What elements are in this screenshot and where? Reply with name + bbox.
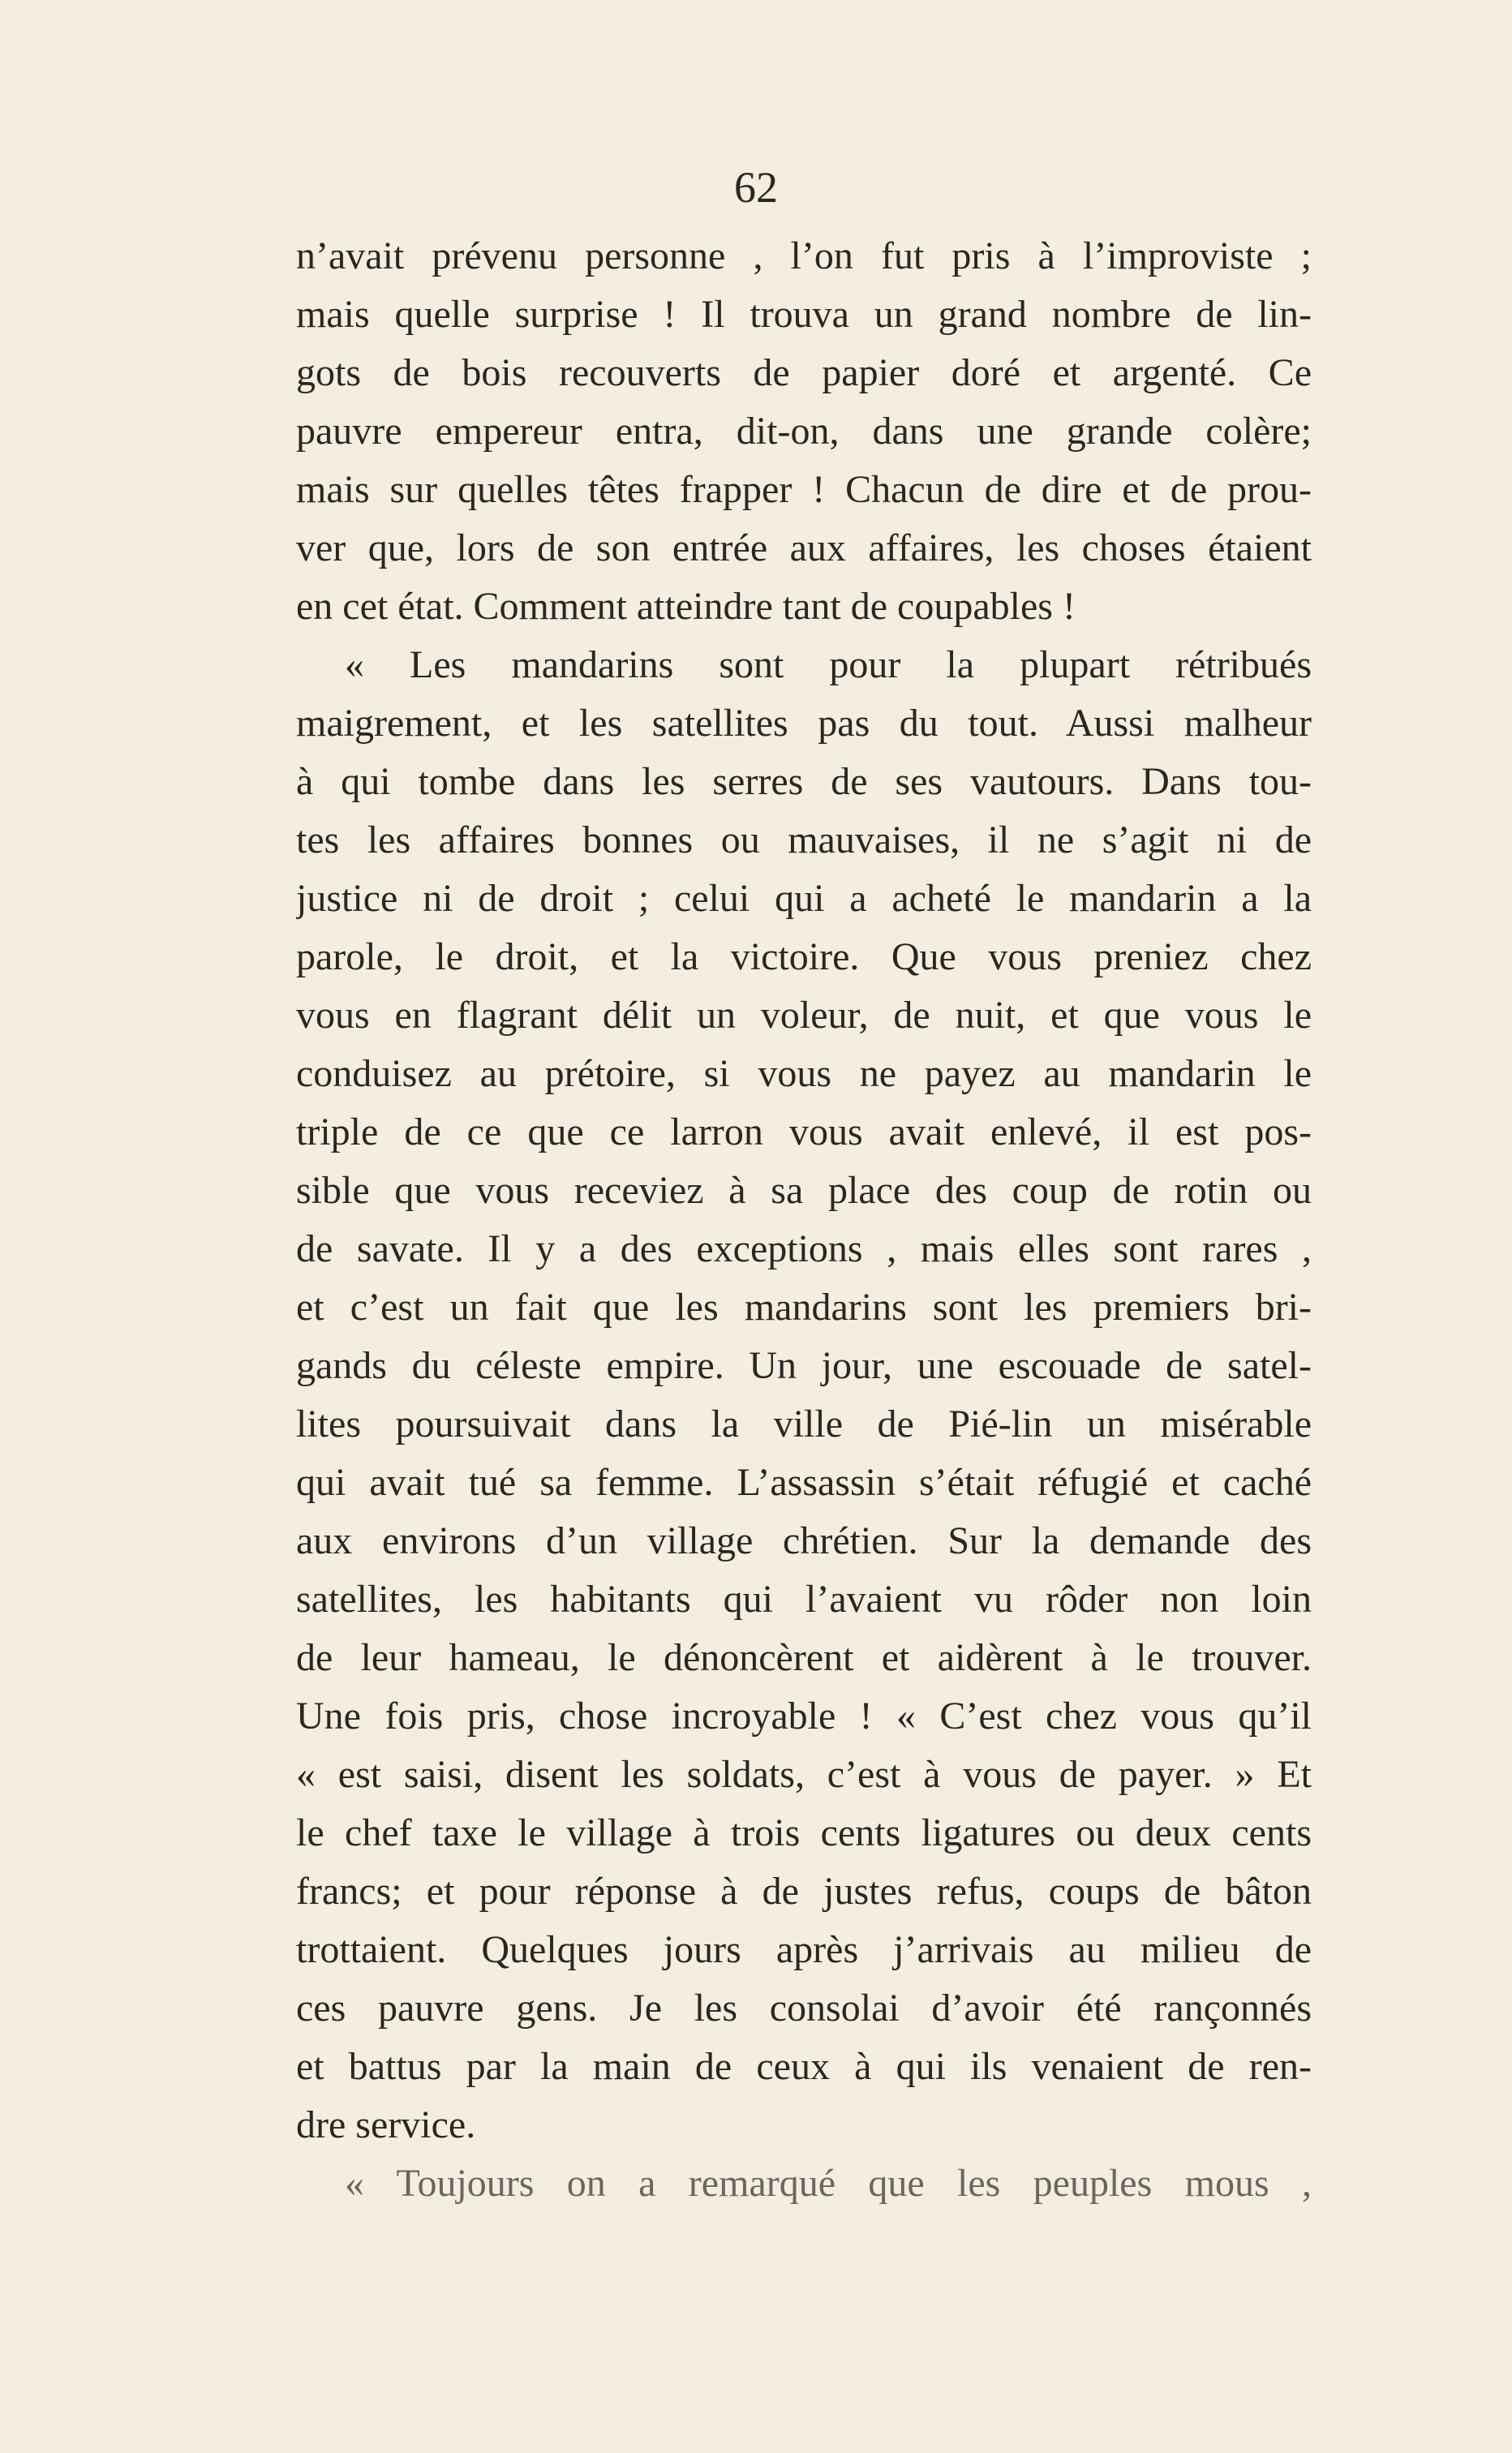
text-line: lites poursuivait dans la ville de Pié-lin un misérable [296, 1403, 1312, 1446]
text-line: pauvre empereur entra, dit-on, dans une grande colère; [296, 410, 1312, 453]
text-line: n’avait prévenu personne , l’on fut pris à l’improviste ; [296, 234, 1312, 277]
text-line: triple de ce que ce larron vous avait enlevé, il est pos- [296, 1111, 1312, 1153]
text-line: maigrement, et les satellites pas du tout. Aussi malheur [296, 702, 1312, 745]
text-line: de savate. Il y a des exceptions , mais elles sont rares , [296, 1227, 1312, 1270]
text-line: satellites, les habitants qui l’avaient vu rôder non loin [296, 1578, 1312, 1621]
body-text [296, 227, 1312, 2213]
text-line: justice ni de droit ; celui qui a acheté le mandarin a la [296, 877, 1312, 920]
text-line: ver que, lors de son entrée aux affaires, les choses étaient [296, 526, 1312, 569]
text-line: et battus par la main de ceux à qui ils venaient de ren- [296, 2045, 1312, 2088]
text-line: qui avait tué sa femme. L’assassin s’était réfugié et caché [296, 1461, 1312, 1504]
text-line: gands du céleste empire. Un jour, une escouade de satel- [296, 1344, 1312, 1387]
text-line: aux environs d’un village chrétien. Sur la demande des [296, 1519, 1312, 1562]
text-line: trottaient. Quelques jours après j’arrivais au milieu de [296, 1928, 1312, 1971]
text-line: conduisez au prétoire, si vous ne payez au mandarin le [296, 1052, 1312, 1095]
text-line: parole, le droit, et la victoire. Que vous preniez chez [296, 935, 1312, 978]
text-line: « est saisi, disent les soldats, c’est à vous de payer. » Et [296, 1753, 1312, 1796]
text-line: à qui tombe dans les serres de ses vautours. Dans tou- [296, 760, 1312, 803]
text-line: en cet état. Comment atteindre tant de coupables ! [296, 585, 1076, 628]
text-line: gots de bois recouverts de papier doré et argenté. Ce [296, 351, 1312, 394]
page-number: 62 [734, 163, 778, 212]
text-line: et c’est un fait que les mandarins sont les premiers bri- [296, 1286, 1312, 1329]
text-line: de leur hameau, le dénoncèrent et aidèrent à le trouver. [296, 1636, 1312, 1679]
text-line: dre service. [296, 2103, 476, 2146]
text-line: vous en flagrant délit un voleur, de nuit, et que vous le [296, 994, 1312, 1037]
text-line: francs; et pour réponse à de justes refus, coups de bâton [296, 1870, 1312, 1913]
text-line: tes les affaires bonnes ou mauvaises, il ne s’agit ni de [296, 818, 1312, 861]
text-line: le chef taxe le village à trois cents ligatures ou deux cents [296, 1811, 1312, 1854]
text-line: mais quelle surprise ! Il trouva un grand nombre de lin- [296, 293, 1312, 336]
text-line: mais sur quelles têtes frapper ! Chacun de dire et de prou- [296, 468, 1312, 511]
text-line: « Toujours on a remarqué que les peuples mous , [345, 2162, 1312, 2205]
text-line: sible que vous receviez à sa place des coup de rotin ou [296, 1169, 1312, 1212]
text-line: ces pauvre gens. Je les consolai d’avoir été rançonnés [296, 1987, 1312, 2030]
text-line: Une fois pris, chose incroyable ! « C’est chez vous qu’il [296, 1695, 1312, 1738]
text-line: « Les mandarins sont pour la plupart rétribués [345, 643, 1312, 686]
